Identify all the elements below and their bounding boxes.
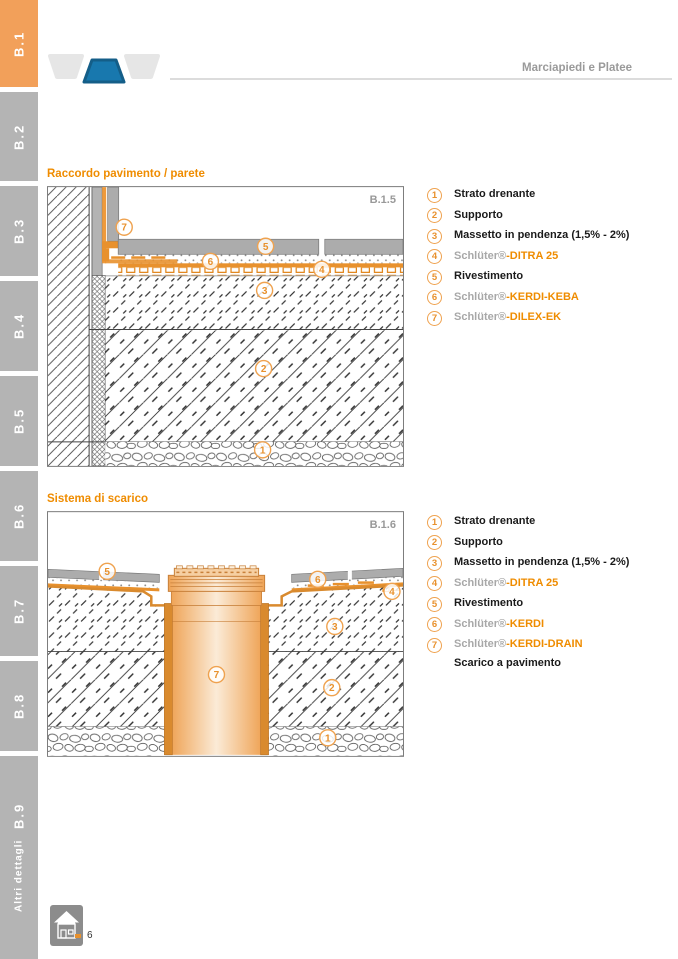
tab-label: B.3	[11, 217, 27, 245]
floor-tile-left	[118, 239, 319, 254]
section-title-raccordo: Raccordo pavimento / parete	[47, 168, 205, 180]
legend-brand-prefix: Schlüter®	[454, 576, 507, 589]
kerdi-keba-floor-band	[105, 259, 177, 263]
svg-text:6: 6	[314, 574, 321, 586]
drainage-left	[48, 727, 165, 756]
sidebar-tab-b2[interactable]	[0, 92, 38, 181]
edge-insulation-strip	[92, 275, 105, 466]
legend-product-name: -DILEX-EK	[506, 311, 562, 323]
sidebar-tab-b1[interactable]	[0, 0, 38, 87]
legend-item	[427, 637, 675, 653]
sidebar-tab-b5[interactable]	[0, 376, 38, 466]
legend-brand-prefix: Schlüter®	[454, 290, 507, 303]
support-slab	[105, 330, 403, 442]
svg-text:2: 2	[260, 364, 267, 376]
legend-item	[427, 596, 675, 612]
floor-tile-right	[325, 239, 403, 254]
svg-text:4: 4	[318, 264, 325, 276]
legend-number-badge: 2	[427, 208, 442, 223]
tab-label: B.2	[11, 123, 27, 150]
legend-text: Massetto in pendenza (1,5% - 2%)	[454, 229, 630, 241]
svg-text:7: 7	[213, 670, 220, 682]
house-orange-mark	[75, 934, 81, 938]
legend-item	[427, 576, 675, 592]
brand-logo	[46, 53, 166, 87]
tab-label: B.5	[11, 407, 27, 435]
legend-item	[427, 514, 675, 530]
drainage-layer	[105, 442, 403, 466]
tab-label: B.8	[11, 692, 27, 720]
tab-label: B.6	[11, 502, 27, 530]
section-title-scarico: Sistema di scarico	[47, 493, 148, 505]
legend-number-badge: 2	[427, 535, 442, 550]
page-header-title: Marciapiedi e Platee	[522, 62, 632, 74]
kerdi-drain-assembly	[164, 566, 268, 755]
legend-item	[427, 228, 675, 244]
ditra-studs	[118, 264, 403, 276]
legend-number-badge: 1	[427, 188, 442, 203]
wall-hatch	[48, 187, 89, 466]
legend-item	[427, 555, 675, 571]
svg-text:7: 7	[121, 222, 128, 234]
dilex-ek-profile	[102, 241, 119, 248]
legend-item	[427, 269, 675, 285]
header-divider	[170, 78, 672, 80]
legend-number-badge: 4	[427, 249, 442, 264]
sidebar-tab-b6[interactable]	[0, 471, 38, 561]
svg-text:1: 1	[324, 733, 331, 745]
page-number: 6	[87, 930, 93, 941]
tab-label: B.9	[11, 803, 27, 830]
legend-text: Rivestimento	[454, 597, 524, 609]
figure-id-label: B.1.5	[369, 194, 396, 207]
svg-text:3: 3	[261, 285, 268, 297]
legend-number-badge: 7	[427, 638, 442, 653]
legend-text: Supporto	[454, 535, 503, 548]
sidebar-tab-b8[interactable]	[0, 661, 38, 751]
legend-product-name: -KERDI-DRAIN	[506, 638, 583, 650]
legend-b15	[427, 187, 675, 331]
legend-number-badge: 6	[427, 617, 442, 632]
legend-number-badge: 3	[427, 229, 442, 244]
legend-product-name: -KERDI-KEBA	[506, 290, 579, 303]
legend-item	[427, 290, 675, 306]
legend-product-name: -DITRA 25	[506, 249, 559, 262]
legend-brand-prefix: Schlüter®	[454, 249, 507, 262]
svg-text:6: 6	[207, 256, 214, 268]
tab-label: B.7	[11, 597, 27, 625]
legend-item	[427, 208, 675, 224]
legend-number-badge: 5	[427, 270, 442, 285]
legend-item	[427, 187, 675, 203]
sidebar-tab-b7[interactable]	[0, 566, 38, 656]
legend-item	[427, 310, 675, 326]
svg-text:1: 1	[259, 445, 266, 457]
sidebar-tab-b9[interactable]	[0, 756, 38, 959]
tab-label: B.1	[11, 30, 27, 57]
legend-brand-prefix: Schlüter®	[454, 311, 507, 323]
legend-number-badge: 3	[427, 556, 442, 571]
legend-number-badge: 4	[427, 576, 442, 591]
tab-label: B.4	[11, 312, 27, 340]
sidebar-tab-b3[interactable]	[0, 186, 38, 276]
sidebar-tab-b4[interactable]	[0, 281, 38, 371]
legend-text: Supporto	[454, 208, 503, 221]
legend-text: Massetto in pendenza (1,5% - 2%)	[454, 556, 630, 568]
wall-plaster	[92, 187, 102, 275]
svg-text:3: 3	[332, 621, 338, 633]
legend-number-badge: 1	[427, 515, 442, 530]
logo-trapezoid-blue	[84, 60, 124, 82]
legend-text: Strato drenante	[454, 188, 536, 200]
legend-product-name: -DITRA 25	[506, 576, 559, 589]
legend-item	[427, 617, 675, 633]
svg-text:2: 2	[329, 683, 335, 695]
legend-text: Rivestimento	[454, 270, 524, 282]
legend-note: Scarico a pavimento	[454, 656, 561, 669]
home-icon[interactable]	[50, 905, 83, 946]
svg-text:5: 5	[262, 241, 269, 253]
svg-text:5: 5	[104, 566, 110, 578]
figure-b15-wall-floor-detail	[47, 186, 404, 467]
legend-item	[427, 249, 675, 265]
logo-trapezoid-left	[50, 56, 82, 77]
ditra-membrane	[118, 263, 403, 267]
logo-trapezoid-right	[126, 56, 158, 77]
screed-left	[48, 586, 165, 651]
legend-number-badge: 7	[427, 311, 442, 326]
svg-text:4: 4	[389, 586, 395, 598]
legend-product-name: -KERDI	[506, 617, 545, 630]
legend-number-badge: 6	[427, 290, 442, 305]
legend-b16	[427, 514, 675, 675]
support-slab-left	[48, 652, 165, 727]
legend-brand-prefix: Schlüter®	[454, 638, 507, 650]
figure-id-label: B.1.6	[369, 519, 396, 532]
tab-sublabel: Altri dettagli	[13, 839, 25, 912]
legend-brand-prefix: Schlüter®	[454, 617, 507, 630]
legend-item	[427, 535, 675, 551]
screed-layer	[105, 276, 403, 329]
wall-tile	[108, 187, 119, 241]
figure-b16-drain-detail	[47, 511, 404, 757]
legend-text: Strato drenante	[454, 515, 536, 527]
legend-number-badge: 5	[427, 597, 442, 612]
